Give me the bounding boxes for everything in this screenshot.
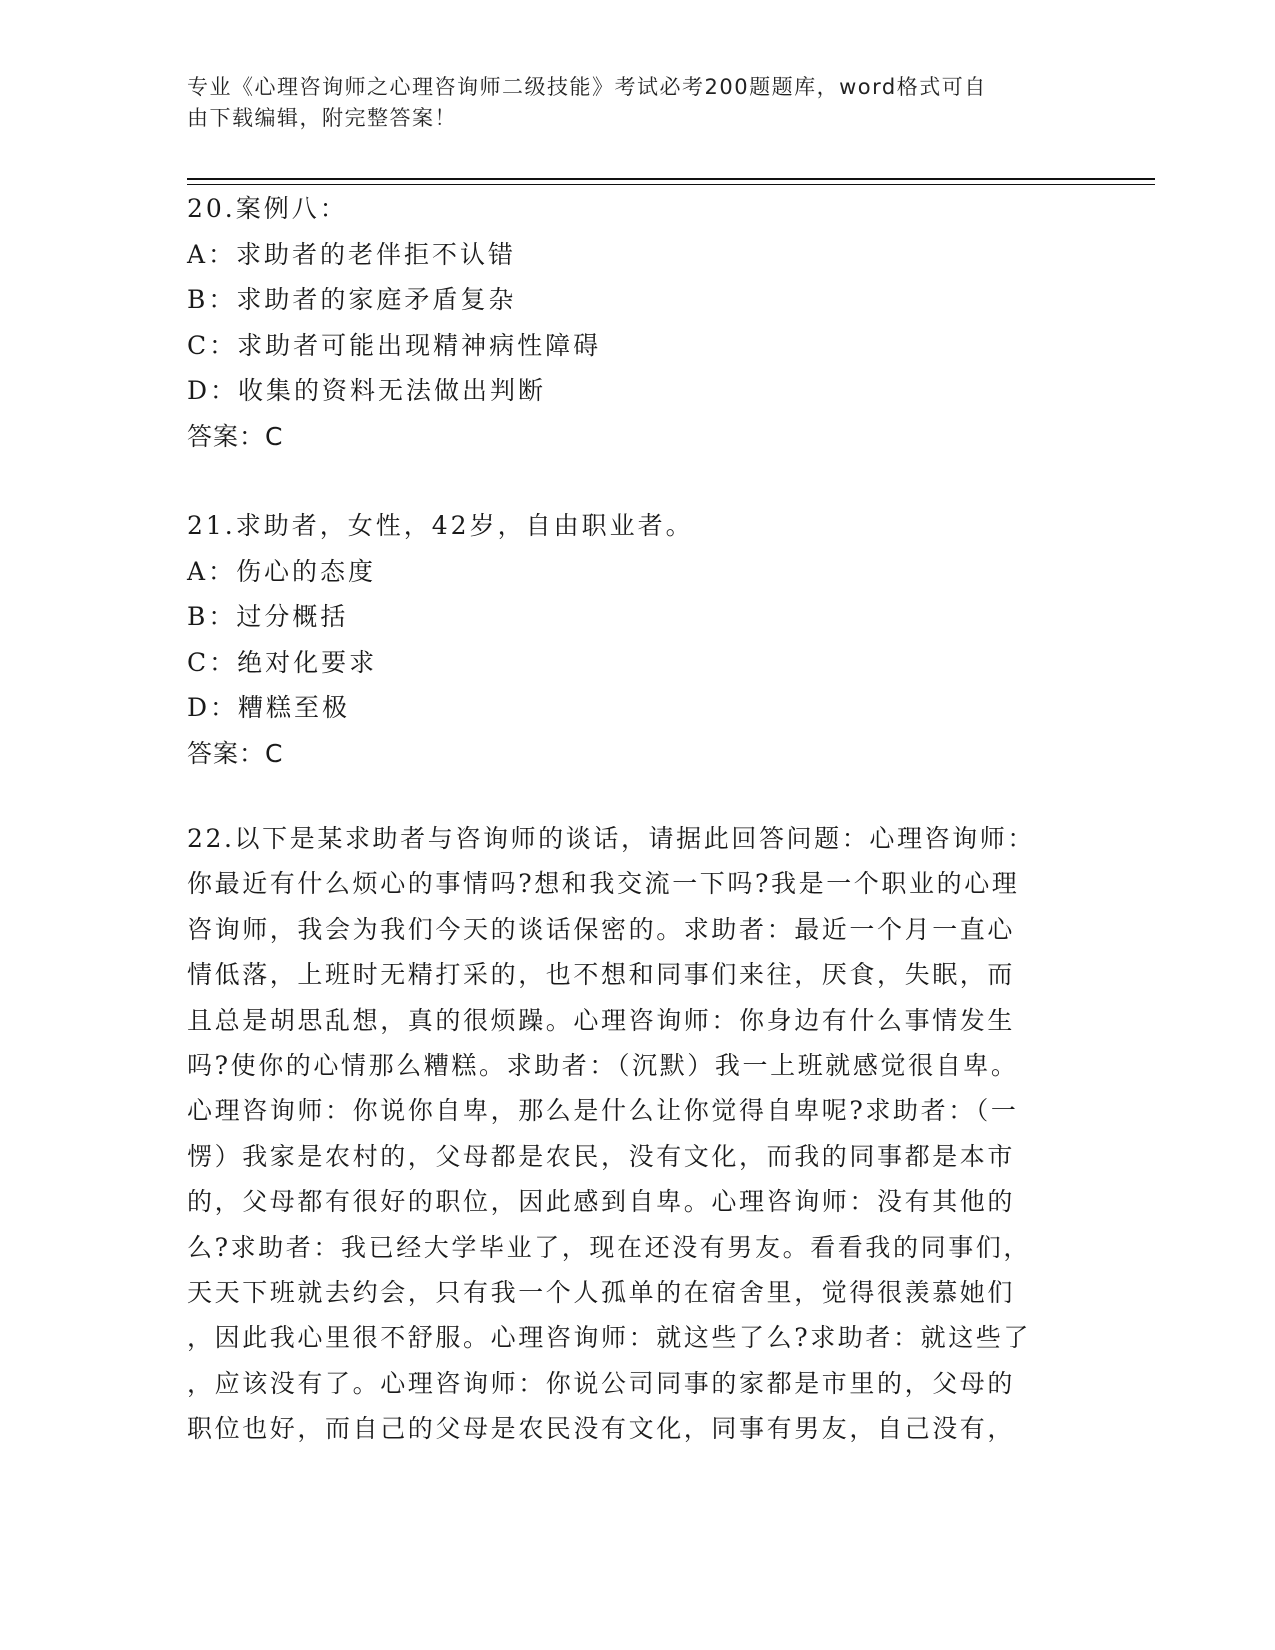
- option-c: C：绝对化要求: [187, 647, 378, 677]
- text-line: 职位也好，而自己的父母是农民没有文化，同事有男友，自己没有，: [187, 1414, 1016, 1444]
- text-line: 且总是胡思乱想，真的很烦躁。心理咨询师：你身边有什么事情发生: [187, 1005, 1016, 1035]
- document-header: [187, 72, 1067, 134]
- question-text: [187, 816, 1077, 1452]
- option-a: A：求助者的老伴拒不认错: [187, 239, 517, 269]
- header-divider-thin: [187, 184, 1155, 185]
- answer: 答案：C: [187, 738, 284, 768]
- text-line: 的，父母都有很好的职位，因此感到自卑。心理咨询师：没有其他的: [187, 1187, 1016, 1217]
- option-b: B：过分概括: [187, 602, 349, 631]
- header-line-1: 专业《心理咨询师之心理咨询师二级技能》考试必考200题题库，word格式可自: [187, 75, 987, 99]
- header-divider-thick: [187, 178, 1155, 180]
- text-line: 情低落，上班时无精打采的，也不想和同事们来往，厌食，失眠，而: [187, 960, 1016, 990]
- header-line-2: 由下载编辑，附完整答案！: [187, 106, 457, 130]
- option-b: B：求助者的家庭矛盾复杂: [187, 285, 517, 314]
- text-line: 么?求助者：我已经大学毕业了，现在还没有男友。看看我的同事们，: [187, 1232, 1032, 1262]
- text-line: 天天下班就去约会，只有我一个人孤单的在宿舍里，觉得很羡慕她们: [187, 1278, 1016, 1308]
- text-line: ，应该没有了。心理咨询师：你说公司同事的家都是市里的，父母的: [187, 1368, 1016, 1398]
- text-line: 心理咨询师：你说你自卑，那么是什么让你觉得自卑呢?求助者：（一: [187, 1096, 1019, 1126]
- option-d: D：收集的资料无法做出判断: [187, 376, 547, 405]
- question-22: [187, 816, 1087, 1452]
- question-21: [187, 503, 1087, 776]
- text-line: ，因此我心里很不舒服。心理咨询师：就这些了么?求助者：就这些了: [187, 1323, 1032, 1353]
- option-c: C：求助者可能出现精神病性障碍: [187, 330, 602, 360]
- text-line: 吗?使你的心情那么糟糕。求助者：（沉默）我一上班就感觉很自卑。: [187, 1051, 1019, 1081]
- answer: 答案：C: [187, 421, 284, 451]
- text-line: 你最近有什么烦心的事情吗?想和我交流一下吗?我是一个职业的心理: [187, 869, 1020, 899]
- question-stem: 20.案例八：: [187, 194, 348, 223]
- question-20: [187, 186, 1087, 459]
- option-a: A：伤心的态度: [187, 556, 377, 586]
- text-line: 22.以下是某求助者与咨询师的谈话，请据此回答问题：心理咨询师：: [187, 824, 1035, 853]
- question-stem: 21.求助者，女性，42岁，自由职业者。: [187, 511, 694, 540]
- option-d: D：糟糕至极: [187, 693, 351, 722]
- text-line: 咨询师，我会为我们今天的谈话保密的。求助者：最近一个月一直心: [187, 914, 1016, 944]
- text-line: 愣）我家是农村的，父母都是农民，没有文化，而我的同事都是本市: [187, 1141, 1016, 1171]
